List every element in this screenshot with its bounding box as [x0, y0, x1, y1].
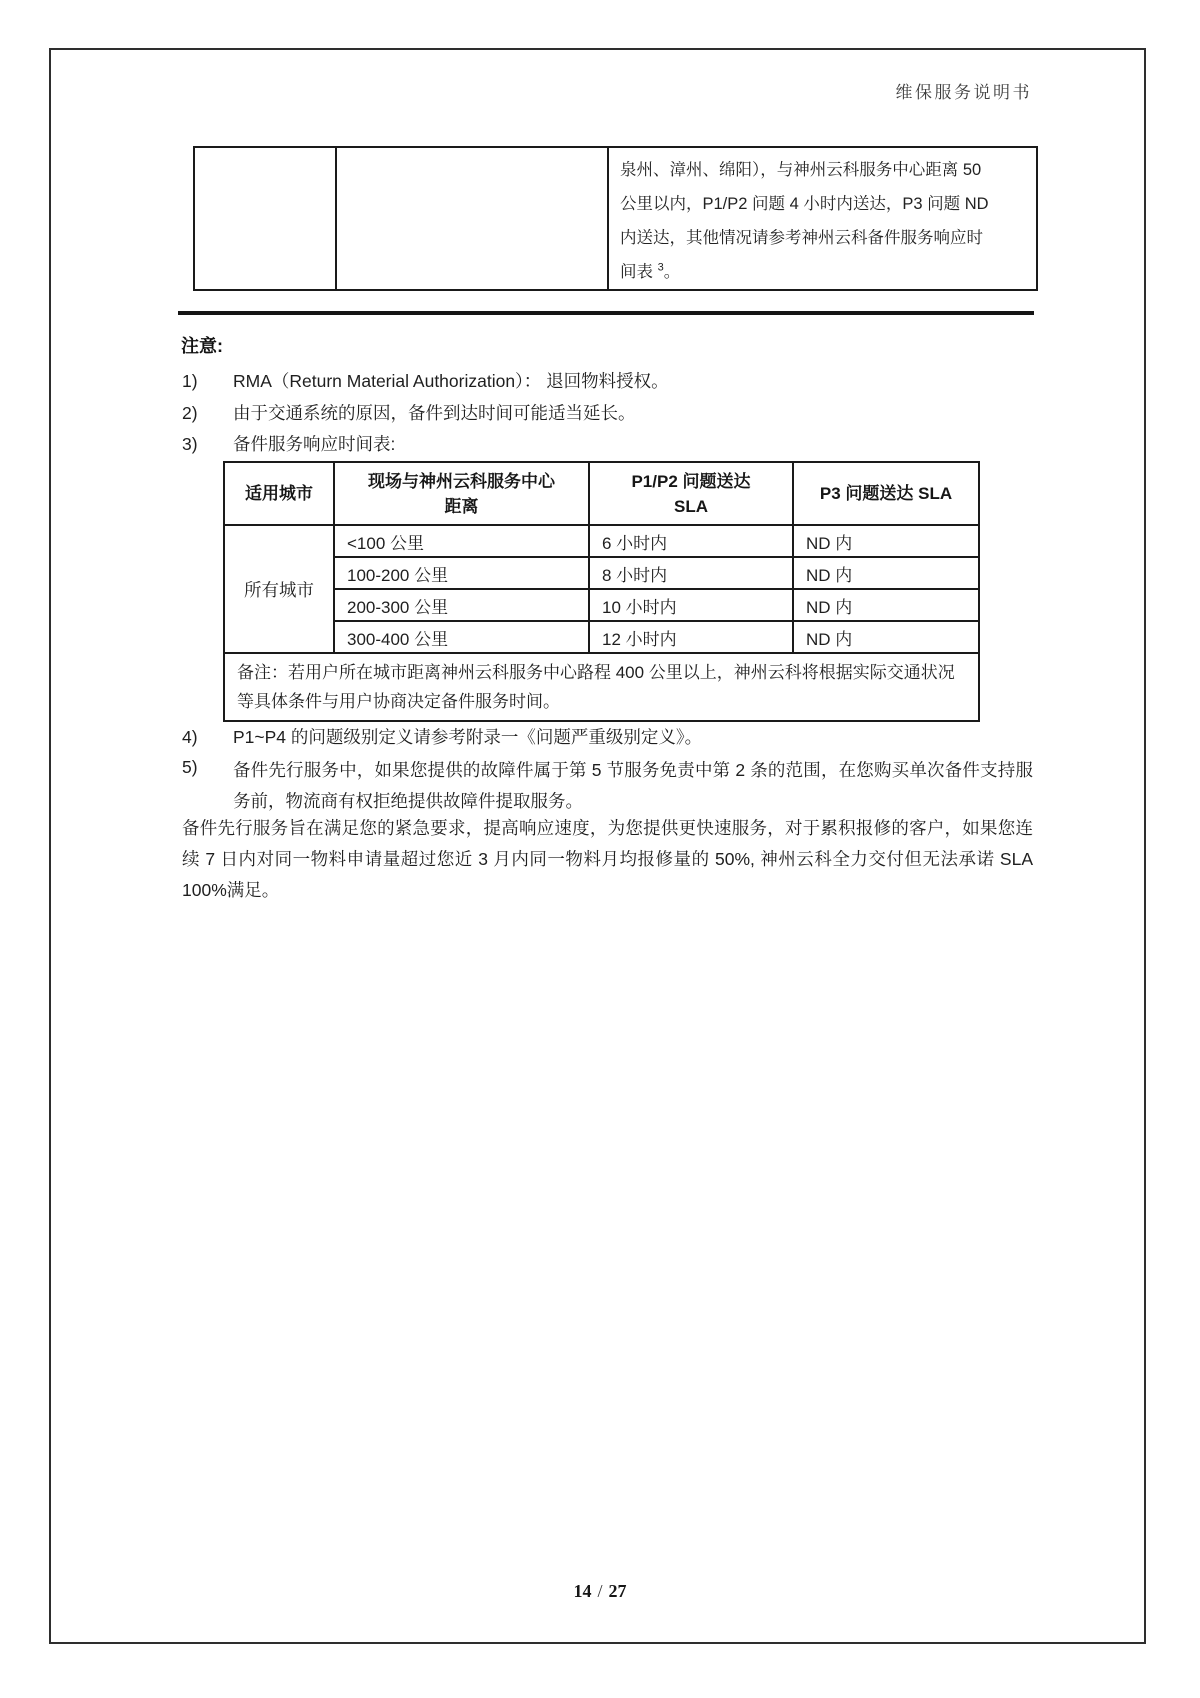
table-row: [194, 147, 1037, 290]
p12-sla-cell: 10 小时内: [589, 589, 793, 621]
note-item-3: [182, 432, 1033, 456]
header-distance-line1: 现场与神州云科服务中心: [368, 471, 555, 491]
note-item-number: 1): [182, 371, 198, 391]
notice-heading: 注意:: [181, 336, 223, 356]
p3-sla-cell: ND 内: [793, 557, 979, 589]
note-item-2: [182, 401, 1033, 425]
closing-paragraph: 备件先行服务旨在满足您的紧急要求，提高响应速度，为您提供更快速服务，对于累积报修的客户，如果您连续 7 日内对同一物料申请量超过您近 3 月内同一物料月均报修量的 50%, 神州云科全力交付但无法承诺 SLA 100%满足。: [182, 818, 1033, 900]
header-distance-line2: 距离: [444, 496, 479, 516]
page-number-separator: /: [597, 1581, 603, 1601]
note-item-text: RMA（Return Material Authorization）： 退回物料授权。: [233, 371, 669, 391]
p3-sla-cell: ND 内: [793, 621, 979, 653]
cell-text-line: 泉州、漳州、绵阳），与神州云科服务中心距离 50: [620, 161, 982, 179]
note-item-1: [182, 369, 1033, 393]
distance-cell: <100 公里: [334, 525, 589, 557]
city-group-cell: 所有城市: [224, 525, 334, 653]
sla-response-table: [223, 461, 980, 722]
header-p3-sla: P3 问题送达 SLA: [793, 462, 979, 525]
document-header-title: 维保服务说明书: [895, 83, 1032, 102]
note-item-4: [182, 725, 1033, 749]
p12-sla-cell: 8 小时内: [589, 557, 793, 589]
section-divider-rule: [178, 311, 1034, 315]
table-note-cell: 备注：若用户所在城市距离神州云科服务中心路程 400 公里以上，神州云科将根据实际交通状况等具体条件与用户协商决定备件服务时间。: [224, 653, 979, 721]
cell-last-line-text: 间表: [620, 263, 658, 281]
continuation-cell-empty-1: [194, 147, 336, 290]
distance-cell: 100-200 公里: [334, 557, 589, 589]
note-item-text: 备件先行服务中，如果您提供的故障件属于第 5 节服务免责中第 2 条的范围，在您购买单次备件支持服务前，物流商有权拒绝提供故障件提取服务。: [233, 760, 1033, 811]
note-item-text: P1~P4 的问题级别定义请参考附录一《问题严重级别定义》。: [233, 727, 703, 747]
note-item-number: 5): [182, 757, 198, 777]
cell-text-line: 公里以内，P1/P2 问题 4 小时内送达，P3 问题 ND: [620, 195, 989, 213]
table-row: [224, 621, 979, 653]
p3-sla-cell: ND 内: [793, 525, 979, 557]
continuation-cell-text: [608, 147, 1037, 290]
note-item-number: 2): [182, 403, 198, 423]
header-p12-line2: SLA: [674, 496, 708, 516]
header-p12-sla: [589, 462, 793, 525]
distance-cell: 200-300 公里: [334, 589, 589, 621]
p12-sla-cell: 6 小时内: [589, 525, 793, 557]
note-item-5: [182, 755, 1033, 817]
table-row: [224, 589, 979, 621]
page-number-current: 14: [573, 1581, 592, 1601]
header-distance: [334, 462, 589, 525]
continuation-table: [193, 146, 1038, 291]
page-number-total: 27: [608, 1581, 627, 1601]
header-p12-line1: P1/P2 问题送达: [631, 471, 751, 491]
page-number: [0, 1581, 1200, 1602]
note-item-number: 4): [182, 727, 198, 747]
cell-text-line: 内送达，其他情况请参考神州云科备件服务响应时: [620, 229, 983, 247]
p12-sla-cell: 12 小时内: [589, 621, 793, 653]
cell-text-line-last: [620, 255, 1028, 289]
header-city: 适用城市: [224, 462, 334, 525]
table-row: [224, 525, 979, 557]
note-item-text: 由于交通系统的原因，备件到达时间可能适当延长。: [233, 403, 636, 423]
cell-last-line-period: 。: [663, 263, 681, 281]
note-item-text: 备件服务响应时间表:: [233, 434, 396, 454]
table-row: [224, 557, 979, 589]
p3-sla-cell: ND 内: [793, 589, 979, 621]
table-note-row: [224, 653, 979, 721]
table-header-row: [224, 462, 979, 525]
distance-cell: 300-400 公里: [334, 621, 589, 653]
footnote-superscript: 3: [657, 261, 664, 274]
continuation-cell-empty-2: [336, 147, 608, 290]
note-item-number: 3): [182, 434, 198, 454]
